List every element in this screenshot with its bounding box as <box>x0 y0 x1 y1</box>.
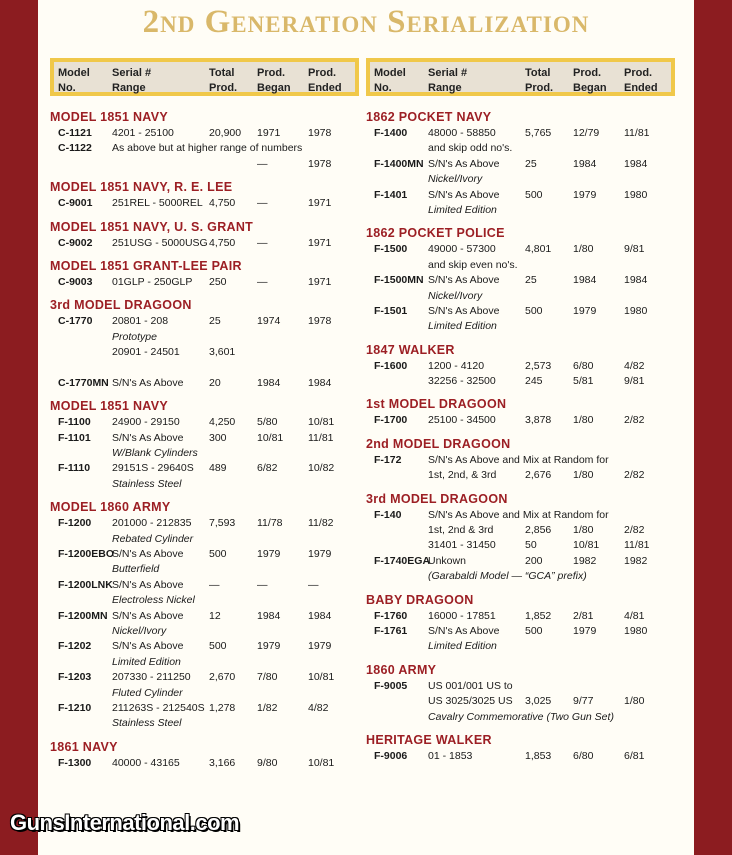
model-cell: F-9005 <box>374 679 408 692</box>
serial-cell: 251USG - 5000USG <box>112 236 208 249</box>
model-cell: F-1210 <box>58 701 92 714</box>
serial-cell: S/N's As Above <box>428 304 500 317</box>
serial-cell: S/N's As Above <box>112 431 184 444</box>
began-cell: 1984 <box>257 609 281 622</box>
ended-cell: 9/81 <box>624 375 645 388</box>
total-cell: 5,765 <box>525 127 552 139</box>
total-cell: 4,750 <box>209 236 236 249</box>
section-title: 1862 POCKET NAVY <box>366 110 492 124</box>
table-row <box>50 141 359 156</box>
total-cell: 4,250 <box>209 416 236 429</box>
ended-cell: 2/82 <box>624 524 645 537</box>
table-row <box>50 609 359 624</box>
serial-cell: S/N's As Above <box>428 624 500 637</box>
left-table-body <box>50 109 359 771</box>
serial-cell: Cavalry Commemorative (Two Gun Set) <box>428 710 614 723</box>
model-cell: C-1121 <box>58 127 92 139</box>
model-cell: F-1700 <box>374 414 408 427</box>
ended-cell: 1971 <box>308 197 332 210</box>
began-cell: 1/80 <box>573 524 594 537</box>
header-serial: Serial # Range <box>428 67 468 94</box>
total-cell: 2,670 <box>209 671 236 684</box>
document-page <box>38 0 694 855</box>
serial-cell: Limited Edition <box>112 655 181 668</box>
ended-cell: 1/80 <box>624 695 645 708</box>
serial-cell: Stainless Steel <box>112 717 182 730</box>
table-row <box>366 172 675 187</box>
serial-cell: S/N's As Above and Mix at Random for <box>428 508 609 521</box>
table-row <box>366 694 675 709</box>
ended-cell: 10/81 <box>308 671 335 684</box>
began-cell: 1982 <box>573 554 597 567</box>
table-row <box>50 461 359 476</box>
serial-cell: Nickel/Ivory <box>112 624 167 637</box>
table-row <box>366 258 675 273</box>
model-cell: F-1200MN <box>58 609 108 622</box>
total-cell: 20,900 <box>209 127 242 139</box>
table-row <box>50 547 359 562</box>
table-row <box>50 670 359 685</box>
model-cell: C-9002 <box>58 236 93 249</box>
header-model: Model No. <box>58 67 90 94</box>
model-cell: F-1501 <box>374 304 408 317</box>
table-row <box>50 415 359 430</box>
total-cell: 300 <box>209 431 227 444</box>
serial-cell: 4201 - 25100 <box>112 127 174 139</box>
table-row <box>50 716 359 731</box>
model-cell: F-1400 <box>374 127 408 139</box>
model-cell: C-1770 <box>58 315 93 328</box>
serial-cell: Nickel/Ivory <box>428 173 483 186</box>
table-row <box>366 538 675 553</box>
serial-cell: 20801 - 208 <box>112 315 169 328</box>
model-cell: C-9003 <box>58 275 93 288</box>
ended-cell: 1980 <box>624 304 648 317</box>
serial-cell: Rebated Cylinder <box>112 532 194 545</box>
left-column <box>50 58 359 771</box>
serial-cell: (Garabaldi Model — “GCA” prefix) <box>428 570 587 583</box>
ended-cell: 1982 <box>624 554 648 567</box>
serial-cell: S/N's As Above <box>428 188 500 201</box>
began-cell: 1979 <box>257 548 281 561</box>
began-cell: — <box>257 236 268 249</box>
total-cell: 7,593 <box>209 517 236 530</box>
table-row <box>366 289 675 304</box>
ended-cell: 9/81 <box>624 243 645 256</box>
header-model: Model No. <box>374 67 406 94</box>
table-row <box>366 569 675 584</box>
began-cell: — <box>257 275 268 288</box>
table-row <box>50 376 359 391</box>
table-row <box>50 562 359 577</box>
ended-cell: 1984 <box>308 376 332 389</box>
table-row <box>50 477 359 492</box>
began-cell: 1971 <box>257 127 281 139</box>
ended-cell: 1978 <box>308 127 332 139</box>
serial-cell: S/N's As Above <box>112 640 184 653</box>
table-row <box>50 532 359 547</box>
began-cell: 1/80 <box>573 243 594 256</box>
ended-cell: 6/81 <box>624 749 645 762</box>
model-cell: F-1200 <box>58 517 92 530</box>
table-row <box>50 701 359 716</box>
serial-cell: As above but at higher range of numbers <box>112 142 303 155</box>
table-row <box>366 413 675 428</box>
began-cell: 1979 <box>573 624 597 637</box>
header-began: Prod. Began <box>257 67 291 94</box>
serial-cell: Fluted Cylinder <box>112 686 183 699</box>
model-cell: F-1100 <box>58 416 91 429</box>
began-cell: 9/80 <box>257 756 278 769</box>
ended-cell: 4/81 <box>624 609 645 622</box>
total-cell: 200 <box>525 554 543 567</box>
table-row <box>366 639 675 654</box>
total-cell: 2,573 <box>525 359 552 372</box>
table-row <box>366 188 675 203</box>
section-title: MODEL 1851 NAVY, U. S. GRANT <box>50 219 254 234</box>
total-cell: 500 <box>209 640 227 653</box>
table-row <box>50 516 359 531</box>
began-cell: 1984 <box>257 376 281 389</box>
table-row <box>366 374 675 389</box>
serial-cell: 40000 - 43165 <box>112 756 180 769</box>
table-row <box>366 126 675 141</box>
table-row <box>50 686 359 701</box>
total-cell: 3,025 <box>525 695 552 708</box>
ended-cell: 10/82 <box>308 462 335 475</box>
total-cell: 1,852 <box>525 609 552 622</box>
table-row <box>50 624 359 639</box>
section-title: MODEL 1851 NAVY <box>50 110 168 124</box>
model-cell: F-1500 <box>374 243 408 256</box>
watermark-logo: GunsInternational.com <box>10 810 240 835</box>
serial-cell: Electroless Nickel <box>112 594 195 607</box>
total-cell: 25 <box>525 157 537 170</box>
page-title: 2nd Generation Serialization <box>142 4 590 40</box>
ended-cell: 10/81 <box>308 756 335 769</box>
serial-cell: 49000 - 57300 <box>428 243 496 256</box>
ended-cell: 10/81 <box>308 416 335 429</box>
table-row <box>50 330 359 345</box>
began-cell: — <box>257 157 268 170</box>
total-cell: 12 <box>209 609 221 622</box>
serial-cell: 211263S - 212540S <box>112 701 205 714</box>
table-row <box>50 275 359 290</box>
began-cell: 5/80 <box>257 416 278 429</box>
header-serial: Serial # Range <box>112 67 152 94</box>
table-row <box>366 203 675 218</box>
section-title: 1861 NAVY <box>50 739 118 754</box>
total-cell: 500 <box>209 548 227 561</box>
model-cell: F-1200LNK <box>58 578 113 591</box>
serial-cell: Prototype <box>112 330 157 343</box>
serial-cell: 251REL - 5000REL <box>112 197 203 210</box>
table-row <box>366 453 675 468</box>
total-cell: 50 <box>525 539 537 552</box>
serial-cell: 1200 - 4120 <box>428 359 485 372</box>
model-cell: F-1202 <box>58 640 92 653</box>
total-cell: 20 <box>209 376 221 389</box>
began-cell: 1/82 <box>257 701 278 714</box>
began-cell: 1979 <box>573 304 597 317</box>
serial-cell: 24900 - 29150 <box>112 416 180 429</box>
serial-cell: US 001/001 US to <box>428 679 513 692</box>
model-cell: F-1300 <box>58 756 92 769</box>
serial-cell: 207330 - 211250 <box>112 671 191 684</box>
serial-cell: 48000 - 58850 <box>428 127 496 139</box>
right-column <box>366 58 675 764</box>
model-cell: C-9001 <box>58 197 93 210</box>
began-cell: 6/80 <box>573 359 594 372</box>
serial-cell: 1st, 2nd, & 3rd <box>428 469 497 482</box>
table-row <box>366 157 675 172</box>
table-row <box>366 710 675 725</box>
section-title: 2nd MODEL DRAGOON <box>366 436 511 451</box>
ended-cell: 1979 <box>308 548 332 561</box>
section-title: MODEL 1851 NAVY <box>50 399 168 414</box>
serial-cell: US 3025/3025 US <box>428 695 513 708</box>
ended-cell: 1980 <box>624 188 648 201</box>
table-row <box>366 468 675 483</box>
table-row <box>366 359 675 374</box>
ended-cell: 1984 <box>624 274 648 287</box>
began-cell: — <box>257 197 268 210</box>
total-cell: 250 <box>209 275 227 288</box>
model-cell: C-1770MN <box>58 376 109 389</box>
table-row <box>366 523 675 538</box>
table-row <box>50 314 359 329</box>
serial-cell: S/N's As Above <box>428 274 500 287</box>
model-cell: F-1500MN <box>374 274 424 287</box>
table-row <box>50 578 359 593</box>
ended-cell: 1978 <box>308 315 332 328</box>
model-cell: F-1110 <box>58 462 91 475</box>
serial-cell: 20901 - 24501 <box>112 346 180 359</box>
serial-cell: S/N's As Above <box>428 157 500 170</box>
total-cell: 25 <box>525 274 537 287</box>
serial-cell: S/N's As Above and Mix at Random for <box>428 453 609 466</box>
serial-cell: W/Blank Cylinders <box>112 447 198 460</box>
model-cell: F-1740EGA <box>374 554 431 567</box>
began-cell: 11/78 <box>257 517 283 530</box>
serial-cell: 31401 - 31450 <box>428 539 496 552</box>
ended-cell: 1979 <box>308 640 332 653</box>
table-row <box>50 345 359 360</box>
total-cell: 25 <box>209 315 221 328</box>
section-title: 3rd MODEL DRAGOON <box>50 298 192 313</box>
ended-cell: 11/81 <box>308 431 334 444</box>
serial-cell: Nickel/Ivory <box>428 289 483 302</box>
began-cell: 6/82 <box>257 462 278 475</box>
total-cell: 4,750 <box>209 197 236 210</box>
model-cell: F-1203 <box>58 671 92 684</box>
table-row <box>50 236 359 251</box>
section-title: 1st MODEL DRAGOON <box>366 397 507 412</box>
serial-cell: and skip odd no's. <box>428 142 513 155</box>
serial-cell: 201000 - 212835 <box>112 517 192 530</box>
began-cell: 9/77 <box>573 695 594 708</box>
table-row <box>50 126 359 141</box>
serial-cell: Limited Edition <box>428 320 497 333</box>
total-cell: 245 <box>525 375 543 388</box>
model-cell: F-1200EBO <box>58 548 115 561</box>
ended-cell: — <box>308 578 319 591</box>
model-cell: F-1101 <box>58 431 91 444</box>
ended-cell: 1971 <box>308 275 332 288</box>
began-cell: 1984 <box>573 157 597 170</box>
ended-cell: 1984 <box>308 609 332 622</box>
table-row <box>50 639 359 654</box>
serial-cell: 32256 - 32500 <box>428 375 496 388</box>
table-row <box>50 157 359 172</box>
header-total: Total Prod. <box>209 67 238 94</box>
table-row <box>50 655 359 670</box>
table-row <box>50 593 359 608</box>
began-cell: 2/81 <box>573 609 594 622</box>
began-cell: 12/79 <box>573 127 600 139</box>
table-row <box>50 361 359 376</box>
began-cell: 1979 <box>257 640 281 653</box>
ended-cell: 1978 <box>308 157 332 170</box>
model-cell: F-1400MN <box>374 157 424 170</box>
serial-cell: Unkown <box>428 554 466 567</box>
table-row <box>366 273 675 288</box>
header-ended: Prod. Ended <box>624 67 658 94</box>
model-cell: F-9006 <box>374 749 408 762</box>
section-title: HERITAGE WALKER <box>366 732 492 747</box>
serial-cell: S/N's As Above <box>112 548 184 561</box>
serial-cell: 29151S - 29640S <box>112 462 194 475</box>
table-row <box>50 446 359 461</box>
model-cell: F-1401 <box>374 188 408 201</box>
model-cell: F-1761 <box>374 624 408 637</box>
ended-cell: 11/81 <box>624 539 650 552</box>
serial-cell: 01 - 1853 <box>428 749 473 762</box>
began-cell: 5/81 <box>573 375 594 388</box>
total-cell: 3,166 <box>209 756 236 769</box>
serial-cell: 01GLP - 250GLP <box>112 275 193 288</box>
total-cell: — <box>209 578 220 591</box>
header-ended: Prod. Ended <box>308 67 342 94</box>
header-began: Prod. Began <box>573 67 607 94</box>
serial-cell: S/N's As Above <box>112 578 184 591</box>
model-cell: C-1122 <box>58 142 92 155</box>
total-cell: 500 <box>525 188 543 201</box>
section-title: MODEL 1851 GRANT-LEE PAIR <box>50 258 242 273</box>
section-title: 1862 POCKET POLICE <box>366 226 505 241</box>
table-row <box>366 609 675 624</box>
ended-cell: 4/82 <box>308 701 329 714</box>
serial-cell: S/N's As Above <box>112 609 184 622</box>
ended-cell: 2/82 <box>624 469 645 482</box>
table-row <box>366 319 675 334</box>
total-cell: 2,856 <box>525 524 552 537</box>
began-cell: 1/80 <box>573 469 594 482</box>
ended-cell: 1984 <box>624 157 648 170</box>
section-title: 1847 WALKER <box>366 342 455 357</box>
model-cell: F-172 <box>374 453 402 466</box>
total-cell: 1,853 <box>525 749 552 762</box>
ended-cell: 1980 <box>624 624 648 637</box>
right-table-body <box>366 109 675 764</box>
table-row <box>50 431 359 446</box>
ended-cell: 1971 <box>308 236 332 249</box>
began-cell: 6/80 <box>573 749 594 762</box>
table-row <box>366 304 675 319</box>
ended-cell: 11/82 <box>308 517 334 530</box>
table-row <box>366 624 675 639</box>
serial-cell: Limited Edition <box>428 640 497 653</box>
total-cell: 500 <box>525 624 543 637</box>
serial-cell: Limited Edition <box>428 203 497 216</box>
table-row <box>366 141 675 156</box>
model-cell: F-1600 <box>374 359 408 372</box>
table-row <box>366 508 675 523</box>
total-cell: 2,676 <box>525 469 552 482</box>
serial-cell: and skip even no's. <box>428 258 518 271</box>
ended-cell: 4/82 <box>624 359 645 372</box>
section-title: BABY DRAGOON <box>366 592 474 607</box>
total-cell: 500 <box>525 304 543 317</box>
serial-cell: 25100 - 34500 <box>428 414 496 427</box>
section-title: MODEL 1860 ARMY <box>50 500 171 515</box>
right-table-header <box>366 58 675 96</box>
serial-cell: 1st, 2nd & 3rd <box>428 524 494 537</box>
total-cell: 3,601 <box>209 346 236 359</box>
total-cell: 489 <box>209 462 227 475</box>
serial-cell: Butterfield <box>112 563 160 576</box>
serial-cell: Stainless Steel <box>112 477 182 490</box>
began-cell: 10/81 <box>257 431 284 444</box>
began-cell: 7/80 <box>257 671 278 684</box>
began-cell: — <box>257 578 268 591</box>
ended-cell: 2/82 <box>624 414 645 427</box>
total-cell: 4,801 <box>525 243 552 256</box>
section-title: MODEL 1851 NAVY, R. E. LEE <box>50 180 233 195</box>
table-row <box>366 242 675 257</box>
began-cell: 1/80 <box>573 414 594 427</box>
model-cell: F-1760 <box>374 609 408 622</box>
total-cell: 3,878 <box>525 414 552 427</box>
table-row <box>366 554 675 569</box>
header-total: Total Prod. <box>525 67 554 94</box>
began-cell: 1974 <box>257 315 281 328</box>
began-cell: 10/81 <box>573 539 600 552</box>
section-title: 1860 ARMY <box>366 662 437 677</box>
began-cell: 1979 <box>573 188 597 201</box>
section-title: 3rd MODEL DRAGOON <box>366 491 508 506</box>
began-cell: 1984 <box>573 274 597 287</box>
ended-cell: 11/81 <box>624 127 650 139</box>
table-row <box>50 756 359 771</box>
table-row <box>366 679 675 694</box>
model-cell: F-140 <box>374 508 402 521</box>
serial-cell: S/N's As Above <box>112 376 184 389</box>
table-row <box>366 749 675 764</box>
table-row <box>50 196 359 211</box>
serial-cell: 16000 - 17851 <box>428 609 496 622</box>
left-table-header <box>50 58 359 96</box>
total-cell: 1,278 <box>209 701 236 714</box>
